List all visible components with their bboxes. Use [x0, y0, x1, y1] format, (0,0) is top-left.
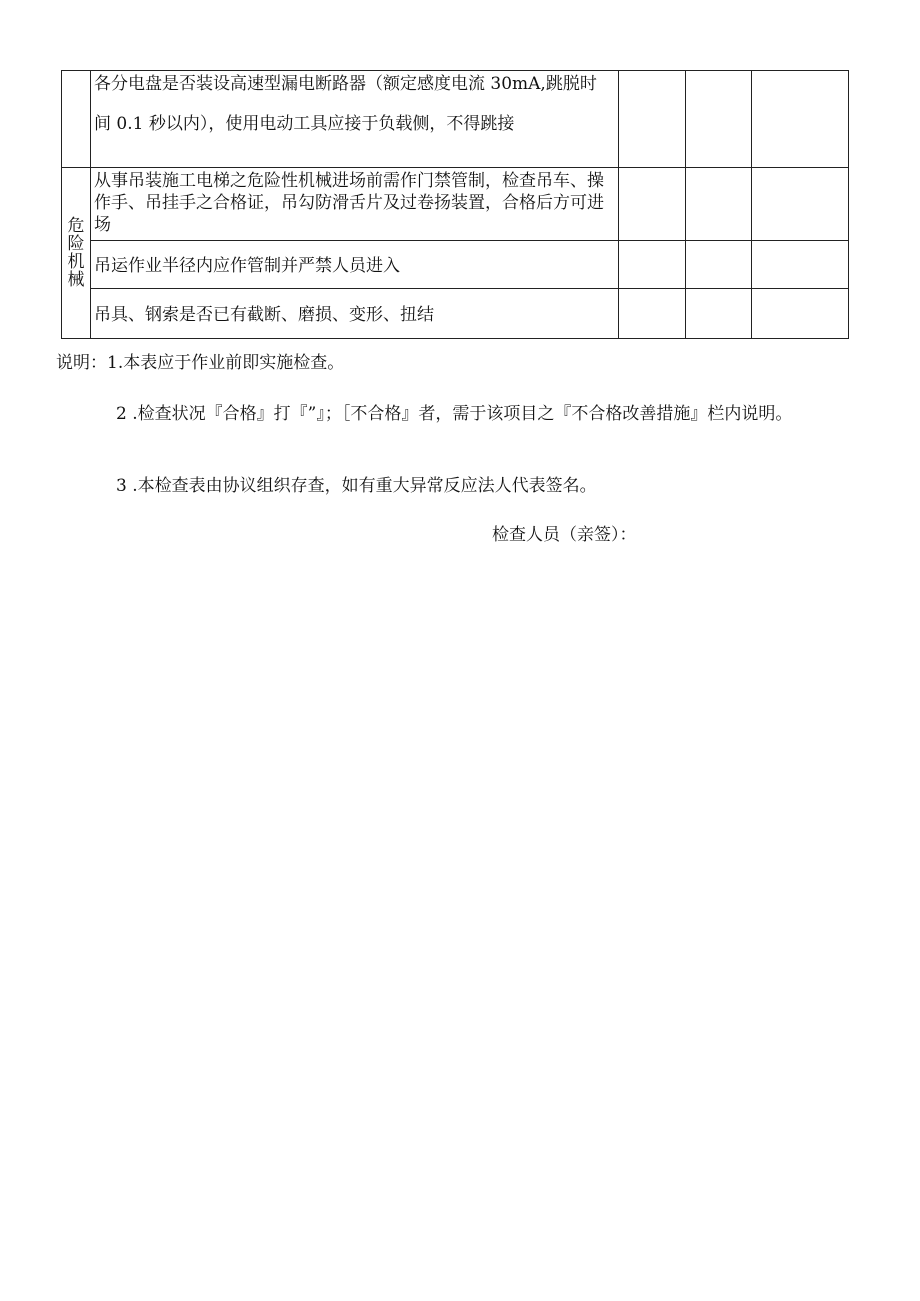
note-1: 说明：1.本表应于作业前即实施检查。 [56, 353, 345, 373]
status-cell-qualified[interactable] [619, 289, 686, 339]
check-item-text: 吊具、钢索是否已有截断、磨损、变形、扭结 [94, 304, 434, 325]
note-3: 3 .本检查表由协议组织存查，如有重大异常反应法人代表签名。 [116, 476, 597, 496]
status-cell-unqualified[interactable] [686, 289, 752, 339]
check-item-text: 从事吊装施工电梯之危险性机械进场前需作门禁管制，检查吊车、操作手、吊挂手之合格证，吊勾防滑舌片及过卷扬装置，合格后方可进场 [94, 171, 604, 235]
check-item-cell [91, 289, 619, 339]
category-cell-empty [62, 71, 91, 168]
table-row [62, 168, 849, 241]
status-cell-unqualified[interactable] [686, 241, 752, 289]
check-item-cell [91, 71, 619, 168]
status-cell-unqualified[interactable] [686, 71, 752, 168]
check-item-text-line1: 各分电盘是否装设高速型漏电断路器（额定感度电流 30mA,跳脱时 [94, 74, 597, 94]
table-row [62, 289, 849, 339]
check-item-cell [91, 168, 619, 241]
status-cell-unqualified[interactable] [686, 168, 752, 241]
improvement-measures-cell[interactable] [752, 71, 849, 168]
check-item-text-line2: 间 0.1 秒以内），使用电动工具应接于负载侧，不得跳接 [94, 114, 515, 134]
category-cell [62, 168, 91, 339]
status-cell-qualified[interactable] [619, 241, 686, 289]
inspection-table [61, 70, 849, 339]
category-label: 危险机械 [67, 216, 85, 290]
improvement-measures-cell[interactable] [752, 168, 849, 241]
status-cell-qualified[interactable] [619, 168, 686, 241]
table-row [62, 71, 849, 168]
status-cell-qualified[interactable] [619, 71, 686, 168]
improvement-measures-cell[interactable] [752, 289, 849, 339]
check-item-text: 吊运作业半径内应作管制并严禁人员进入 [94, 255, 400, 276]
check-item-cell [91, 241, 619, 289]
improvement-measures-cell[interactable] [752, 241, 849, 289]
table-row [62, 241, 849, 289]
inspector-signature-label: 检查人员（亲签）： [492, 525, 637, 545]
note-2: 2 .检查状况『合格』打『”』；［不合格』者，需于该项目之『不合格改善措施』栏内说明。 [116, 404, 793, 424]
